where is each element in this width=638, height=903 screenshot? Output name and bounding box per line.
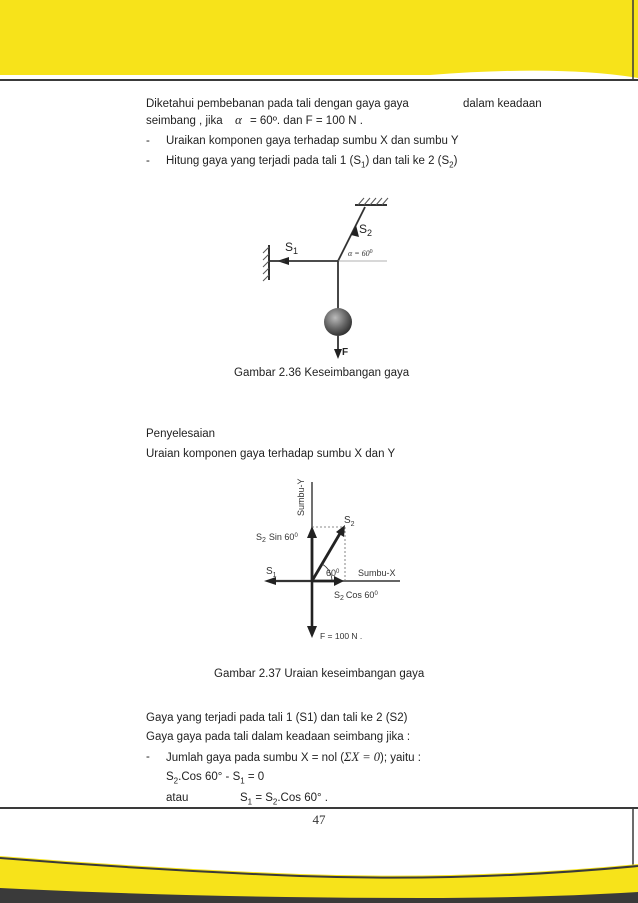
s2-label: $S_2$	[359, 222, 373, 238]
angle-60-label: $60^0$	[326, 568, 340, 578]
equation-2: $S_1 = S_2.Cos$ 60° .	[240, 792, 328, 807]
equation-1: $S_2.Cos$ $60^\circ - S_1 = 0$	[166, 771, 265, 786]
section-title: Penyelesaian	[146, 428, 216, 440]
bullet-dash-2: -	[146, 155, 150, 167]
alpha-symbol: α	[235, 112, 242, 127]
result-line-1: Gaya yang terjadi pada tali 1 (S1) dan tali ke 2 (S2)	[146, 712, 408, 724]
result-line-2: Gaya gaya pada tali dalam keadaan seimbang jika :	[146, 731, 411, 743]
equation-2-atau: atau	[166, 792, 189, 804]
header-decoration	[0, 0, 638, 90]
intro-line-1b: dalam keadaan	[463, 98, 542, 110]
intro-line-2a: seimbang , jika	[146, 115, 223, 127]
s2-top-label: $S_2$	[344, 515, 355, 528]
result-line-3: Jumlah gaya pada sumbu X = nol (ΣX = 0); yaitu :	[166, 750, 421, 764]
footer-decoration	[0, 786, 638, 903]
sumbu-x-label: Sumbu-X	[358, 568, 396, 578]
intro-line-1a: Diketahui pembebanan pada tali dengan gaya gaya	[146, 98, 409, 110]
figure-equilibrium-diagram	[255, 195, 395, 360]
page-number: 47	[312, 812, 326, 827]
figure-caption-2-36: Gambar 2.36 Keseimbangan gaya	[234, 367, 410, 379]
bullet-1: Uraikan komponen gaya terhadap sumbu X dan sumbu Y	[166, 135, 459, 147]
force-f-label: F	[342, 347, 349, 358]
s2-sin-label: $S_2$ Sin $60^0$	[256, 532, 298, 544]
sumbu-y-label: Sumbu-Y	[296, 478, 306, 516]
alpha-angle-label: $\alpha = 60^0$	[348, 249, 373, 258]
bullet-dash-1: -	[146, 135, 150, 147]
s1-label-2: $S_1$	[266, 566, 277, 579]
intro-line-2b: = 60º. dan F = 100 N .	[250, 115, 363, 127]
section-subtitle: Uraian komponen gaya terhadap sumbu X dan Y	[146, 448, 396, 460]
force-100n-label: F = 100 N .	[320, 631, 363, 641]
s1-label: $S_1$	[285, 240, 299, 256]
bullet-2: Hitung gaya yang terjadi pada tali 1 $(S_1)$ dan tali ke 2 $(S_2)$	[166, 155, 458, 170]
figure-caption-2-37: Gambar 2.37 Uraian keseimbangan gaya	[214, 668, 425, 680]
figure-force-components-diagram	[252, 470, 402, 645]
result-dash: -	[146, 751, 150, 763]
s2-cos-label: $S_2$ Cos $60^0$	[334, 590, 378, 602]
